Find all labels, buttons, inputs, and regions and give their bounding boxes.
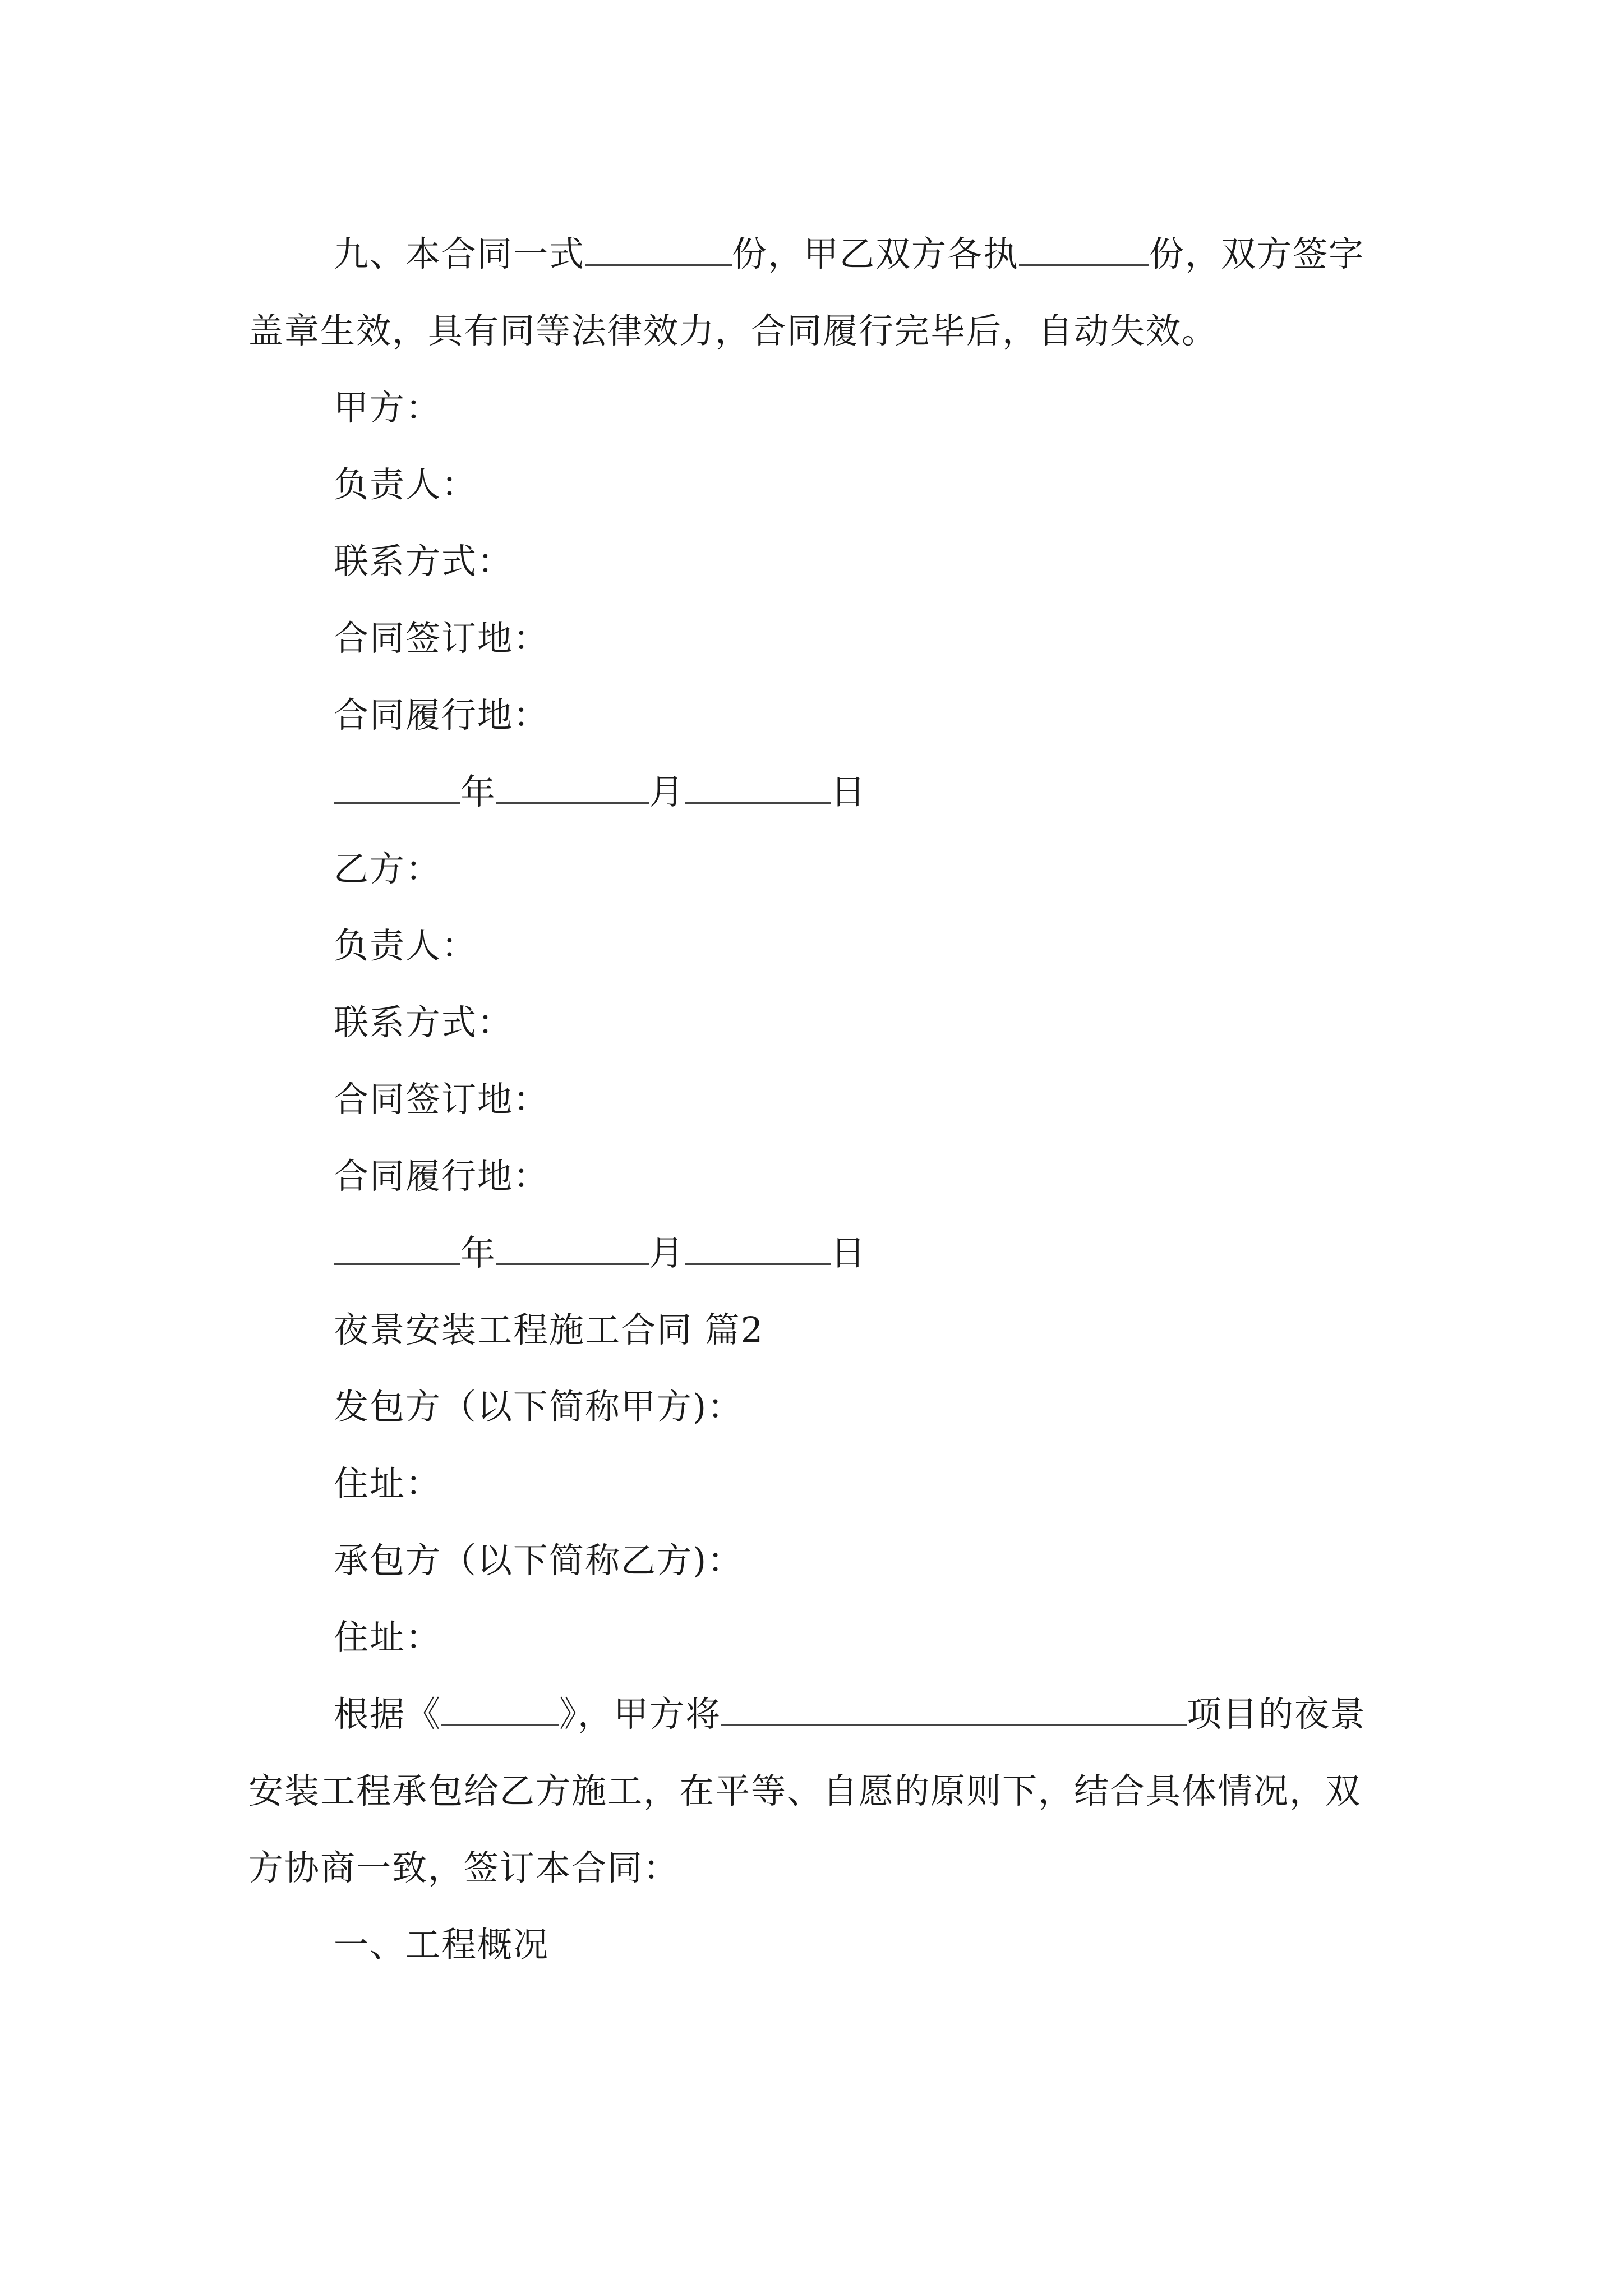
party-a-sign-place: 合同签订地： — [334, 618, 550, 659]
month-label: 月 — [649, 1232, 685, 1273]
copies-each-blank — [1019, 233, 1149, 266]
clause-nine-text-1: 九、本合同一式 — [334, 233, 585, 274]
employer-address: 住址： — [334, 1463, 442, 1504]
clause-nine-text-2: 份，甲乙双方各执 — [732, 233, 1020, 274]
party-b-label: 乙方： — [334, 848, 442, 889]
basis-text-1: 根据《 — [334, 1694, 442, 1734]
party-a-contact: 联系方式： — [334, 541, 514, 582]
overview-heading: 一、工程概况 — [334, 1924, 550, 1965]
party-b-date — [248, 1214, 1376, 1291]
day-label: 日 — [831, 1232, 867, 1273]
year-label: 年 — [460, 1232, 497, 1273]
party-b-person: 负责人： — [334, 925, 478, 966]
basis-paragraph — [248, 1676, 1376, 1906]
section-two-title: 夜景安装工程施工合同 篇2 — [334, 1309, 764, 1350]
party-a-label: 甲方： — [334, 387, 442, 428]
party-b-contact: 联系方式： — [334, 1002, 514, 1043]
party-a-date — [248, 753, 1376, 830]
day-label: 日 — [831, 771, 867, 812]
party-a-person: 负责人： — [334, 464, 478, 505]
day-blank — [685, 1232, 831, 1265]
copies-total-blank — [585, 233, 732, 266]
month-label: 月 — [649, 771, 685, 812]
year-blank — [334, 771, 460, 804]
party-b-sign-place: 合同签订地： — [334, 1079, 550, 1120]
day-blank — [685, 771, 831, 804]
employer-label: 发包方（以下简称甲方)： — [334, 1386, 744, 1427]
year-label: 年 — [460, 771, 497, 812]
basis-text-2: 》，甲方将 — [559, 1694, 722, 1734]
project-name-blank — [721, 1693, 1187, 1726]
contractor-label: 承包方（以下简称乙方)： — [334, 1540, 744, 1581]
law-name-blank — [441, 1693, 559, 1726]
contractor-address: 住址： — [334, 1617, 442, 1658]
month-blank — [496, 771, 649, 804]
party-a-perform-place: 合同履行地： — [334, 694, 550, 735]
basis-text-3: 项目的夜景安装工程承包给乙方施工，在平等、自愿的原则下，结合具体情况，双方协商一致，签订本合同： — [248, 1694, 1367, 1888]
document-body — [248, 215, 1376, 1983]
month-blank — [496, 1232, 649, 1265]
clause-nine — [248, 215, 1376, 369]
party-b-perform-place: 合同履行地： — [334, 1156, 550, 1197]
year-blank — [334, 1232, 460, 1265]
clause-nine-text-3: 份，双方签字盖章生效，具有同等法律效力，合同履行完毕后，自动失效。 — [248, 233, 1365, 351]
